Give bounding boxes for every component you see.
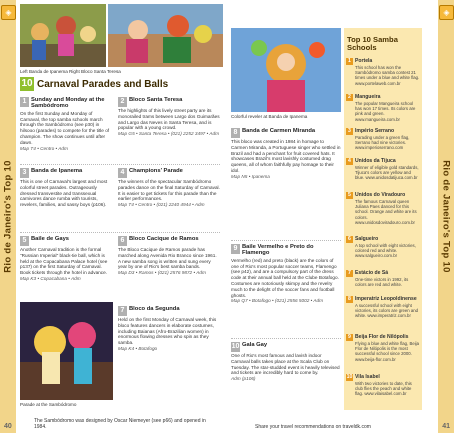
sidebar-item <box>346 58 420 86</box>
sidebar-item-number: 6 <box>346 236 353 243</box>
entry-3 <box>20 168 113 208</box>
divider <box>20 232 220 233</box>
entry-2 <box>118 97 220 137</box>
sidebar-title: Top 10 Samba Schools <box>347 35 398 53</box>
entry-body: One of Rio's most famous and lavish indoor Carnaval balls takes place at the Scala Club on Tuesday. The star-studded event is heavily televised and tickets are incredibly hard to come by. <box>231 353 340 376</box>
entry-body: Held on the first Monday of Carnaval week, this bloco features dancers in elaborate costumes, including Baianas (Afro-Brazilian women) in enormous flowing dresses who spin as they samba. <box>118 317 217 346</box>
sidebar-item-desc: The famous Carnaval queen Juliana Paes danced for this school. Orange and white are its colors. www.unidosdoviradouro.com.br <box>355 199 417 225</box>
entry-meta: Map N5 • Ipanema <box>231 173 270 179</box>
sidebar-item-number: 4 <box>346 158 353 165</box>
entry-body: Another Carnaval tradition is the formal "Russian Imperial" black-tie ball, which is held at the Copacabana Palace hotel (see p137) on the first Saturday of Carnaval. Book tickets through the hotel in advance. <box>20 247 108 276</box>
sidebar-item-number: 10 <box>346 374 353 380</box>
side-label: Rio de Janeiro's Top 10 <box>2 160 14 273</box>
sidebar-item-desc: Winner of eligible gold standards, Tijuca's colors are yellow and blue. www.unidosdatijuca.com.br <box>355 165 419 181</box>
divider <box>231 338 341 339</box>
entry-number: 8 <box>231 128 240 138</box>
sidebar-item-number: 8 <box>346 296 353 303</box>
entry-heading: Banda de Carmen Miranda <box>242 128 316 134</box>
entry-body: This is one of Carnaval's largest and most colorful street parades. Outrageously dressed transvestite and transsexual carnivores dance rumba with tourists, revelers, families, and sassy boys (p106). <box>20 179 108 208</box>
entry-heading: Banda de Ipanema <box>31 168 83 174</box>
sidebar-item-desc: The popular Mangueira school has won 17 times. Its colors are pink and green. www.mangueira.com.br <box>355 101 416 122</box>
photo-banda-de-ipanema <box>20 4 106 67</box>
right-page <box>227 0 454 433</box>
entry-heading: Bloco Cacique de Ramos <box>129 236 199 242</box>
entry-number: 9 <box>231 244 240 254</box>
entry-meta: Map T4 • Centro • Adm <box>20 145 68 151</box>
entry-5 <box>20 236 113 282</box>
guide-icon: ◈ <box>439 5 454 20</box>
entry-meta: Map K3 • Copacabana • Adm <box>20 275 81 281</box>
entry-heading: Baile de Gays <box>31 236 70 242</box>
photo-parade-sambodromo <box>20 302 113 400</box>
sidebar-item-desc: A top school with eight victories, colored red and white. www.salgueiro.com.br <box>355 243 416 259</box>
right-edge-tab <box>438 0 454 433</box>
sidebar-item <box>346 158 420 181</box>
sidebar-item-number: 5 <box>346 192 353 199</box>
sidebar-item-name: Unidos da Tijuca <box>355 157 396 164</box>
entry-number: 6 <box>118 236 127 246</box>
entry-number: 4 <box>118 168 127 178</box>
sidebar-item <box>346 94 420 122</box>
entry-meta: Map D3 • Ramos • (021) 2576 9872 • Adm <box>118 270 206 276</box>
sidebar-item <box>346 270 420 287</box>
entry-number: 1 <box>20 97 29 107</box>
entry-9 <box>231 244 341 304</box>
sidebar-item-name: Portela <box>355 57 373 64</box>
photo-colorful-reveler <box>231 28 341 112</box>
sidebar-item-number: 2 <box>346 94 353 101</box>
entry-heading: Sunday and Monday at the Sambódromo <box>31 97 105 110</box>
entry-heading: Gala Gay <box>242 342 268 348</box>
sidebar-item-name: Imperatriz Leopoldinense <box>355 295 417 302</box>
entry-1 <box>20 97 113 151</box>
entry-number: 5 <box>20 236 29 246</box>
entry-meta: Map G5 • Santa Teresa • (021) 2252 3497 • Adm <box>118 131 219 137</box>
entry-number: 3 <box>20 168 29 178</box>
entry-heading: Bloco da Segunda <box>129 306 180 312</box>
sidebar-item-name: Império Serrano <box>355 127 395 134</box>
sidebar-item <box>346 334 420 362</box>
page-footer: Share your travel recommendations on traveldk.com <box>255 424 371 430</box>
entry-body: The highlights of this lively street party are its monorailed trams between Largo dos Guimarães and Largo das Neves in Santa Teresa, and is popular with a young crowd. <box>118 108 220 131</box>
entry-meta: Map K4 • Botafogo <box>118 345 158 351</box>
entry-body: The Bloco Cacique de Ramos parade has marched along Avenida Rio Branco since 1961. A new samba song is written and sung every year by one of Rio's best samba bands. <box>118 247 217 270</box>
sidebar-item-name: Vila Isabel <box>355 373 380 380</box>
entry-4 <box>118 168 220 208</box>
section-heading: Carnaval Parades and Balls <box>37 78 169 90</box>
sidebar-item-name: Unidos do Viradouro <box>355 191 406 198</box>
divider <box>20 164 220 165</box>
entry-8 <box>231 128 341 180</box>
entry-number: 2 <box>118 97 127 107</box>
sidebar-item-desc: Flying a blue and white flag, Beija Flor de Nilópolis is the most successful school since 2000. www.beija-flor.com.br <box>355 341 420 362</box>
sidebar-item-number: 7 <box>346 270 353 277</box>
sidebar-item-name: Beija Flor de Nilópolis <box>355 333 409 340</box>
sidebar-item-name: Mangueira <box>355 93 381 100</box>
sidebar-item-desc: This school has won the Sambódromo samba contest 21 times under a blue and white flag. www.portelaweb.com.br <box>355 65 420 86</box>
entry-meta: Map Q7 • Botafogo • (021) 2556 5002 • Adm <box>231 298 324 304</box>
sidebar-item <box>346 296 420 319</box>
entry-heading: Baile Vermelho e Preto do Flamengo <box>242 244 314 257</box>
sidebar-item <box>346 192 420 225</box>
guide-icon: ◈ <box>1 5 16 20</box>
sidebar-item-desc: With two victories to date, this club flies the peach and white flag. www.vilaisabel.com.br <box>355 381 412 397</box>
entry-number: 10 <box>231 343 240 350</box>
photo-caption: Colorful reveler at Banda de Ipanema <box>231 114 308 119</box>
entry-body: Vermelho (red) and preto (black) are the colors of one of Rio's most popular soccer teams, Flamengo (see p42), and are a compulsory part of the dress code at their annual ball held at the Clube Botafogo. Costumes are notoriously skimpy and the revelry much to the delight of the soccer fans and football ghosts. <box>231 257 339 298</box>
page-number: 40 <box>4 423 12 430</box>
entry-7 <box>118 306 220 352</box>
sidebar-item-number: 1 <box>346 58 353 65</box>
entry-body: This bloco was created in 1984 in homage to Carmen Miranda, a Portuguese singer who settled in Brazil and had a penchant for fruit covered hats. It showcases Brazil's most lavishly costumed drag queens, all of whom faithfully pay homage to their idol. <box>231 139 341 173</box>
parade-caption: Parade at the Sambódromo <box>20 402 77 407</box>
entry-heading: Bloco Santa Teresa <box>129 97 183 103</box>
section-number: 10 <box>21 78 33 89</box>
sidebar-item-name: Salgueiro <box>355 235 379 242</box>
page-footer: The Sambódromo was designed by Oscar Niemeyer (see p66) and opened in 1984. <box>34 418 206 430</box>
entry-10 <box>231 342 341 382</box>
page-number: 41 <box>442 423 450 430</box>
sidebar-item <box>346 236 420 259</box>
sidebar-item <box>346 128 420 151</box>
sidebar-item-number: 3 <box>346 128 353 135</box>
side-label: Rio de Janeiro's Top 10 <box>440 160 452 273</box>
divider <box>231 240 341 241</box>
entry-body: The winners of the spectacular Sambódromo parades dance on the final Saturday of Carnaval. It is easier to get tickets for this parade than the earlier performances. <box>118 179 220 202</box>
entry-meta: Adm (p106) <box>231 376 256 382</box>
photo-bloco-santa-teresa <box>108 4 223 67</box>
sidebar-item-desc: One-time victors in 1992, its colors are red and white. <box>355 277 409 288</box>
left-edge-tab <box>0 0 16 433</box>
sidebar-item-desc: Parading under a green flag, Serrano had nine victories. www.imperioserrano.com <box>355 135 410 151</box>
section-title <box>20 77 168 91</box>
photo-caption: Left Banda de Ipanema Right Bloco Santa Teresa <box>20 69 121 74</box>
sidebar-item-number: 9 <box>346 334 353 341</box>
entry-body: On the first Sunday and Monday of Carnaval, the top samba schools march through the Sambódromo (see p30) in hilsooo (parades) to compete for the title of champion. The show continues until after dawn. <box>20 110 110 145</box>
entry-heading: Champions' Parade <box>129 168 183 174</box>
sidebar-item-desc: A successful school with eight victories, its colors are green and white. www.imperatriz.com.br <box>355 303 419 319</box>
entry-number: 7 <box>118 306 127 316</box>
sidebar-item-name: Estácio de Sá <box>355 269 389 276</box>
entry-6 <box>118 236 220 276</box>
sidebar-item <box>346 374 420 397</box>
entry-meta: Map T4 • Centro • (021) 2240 4944 • Adm <box>118 202 205 208</box>
